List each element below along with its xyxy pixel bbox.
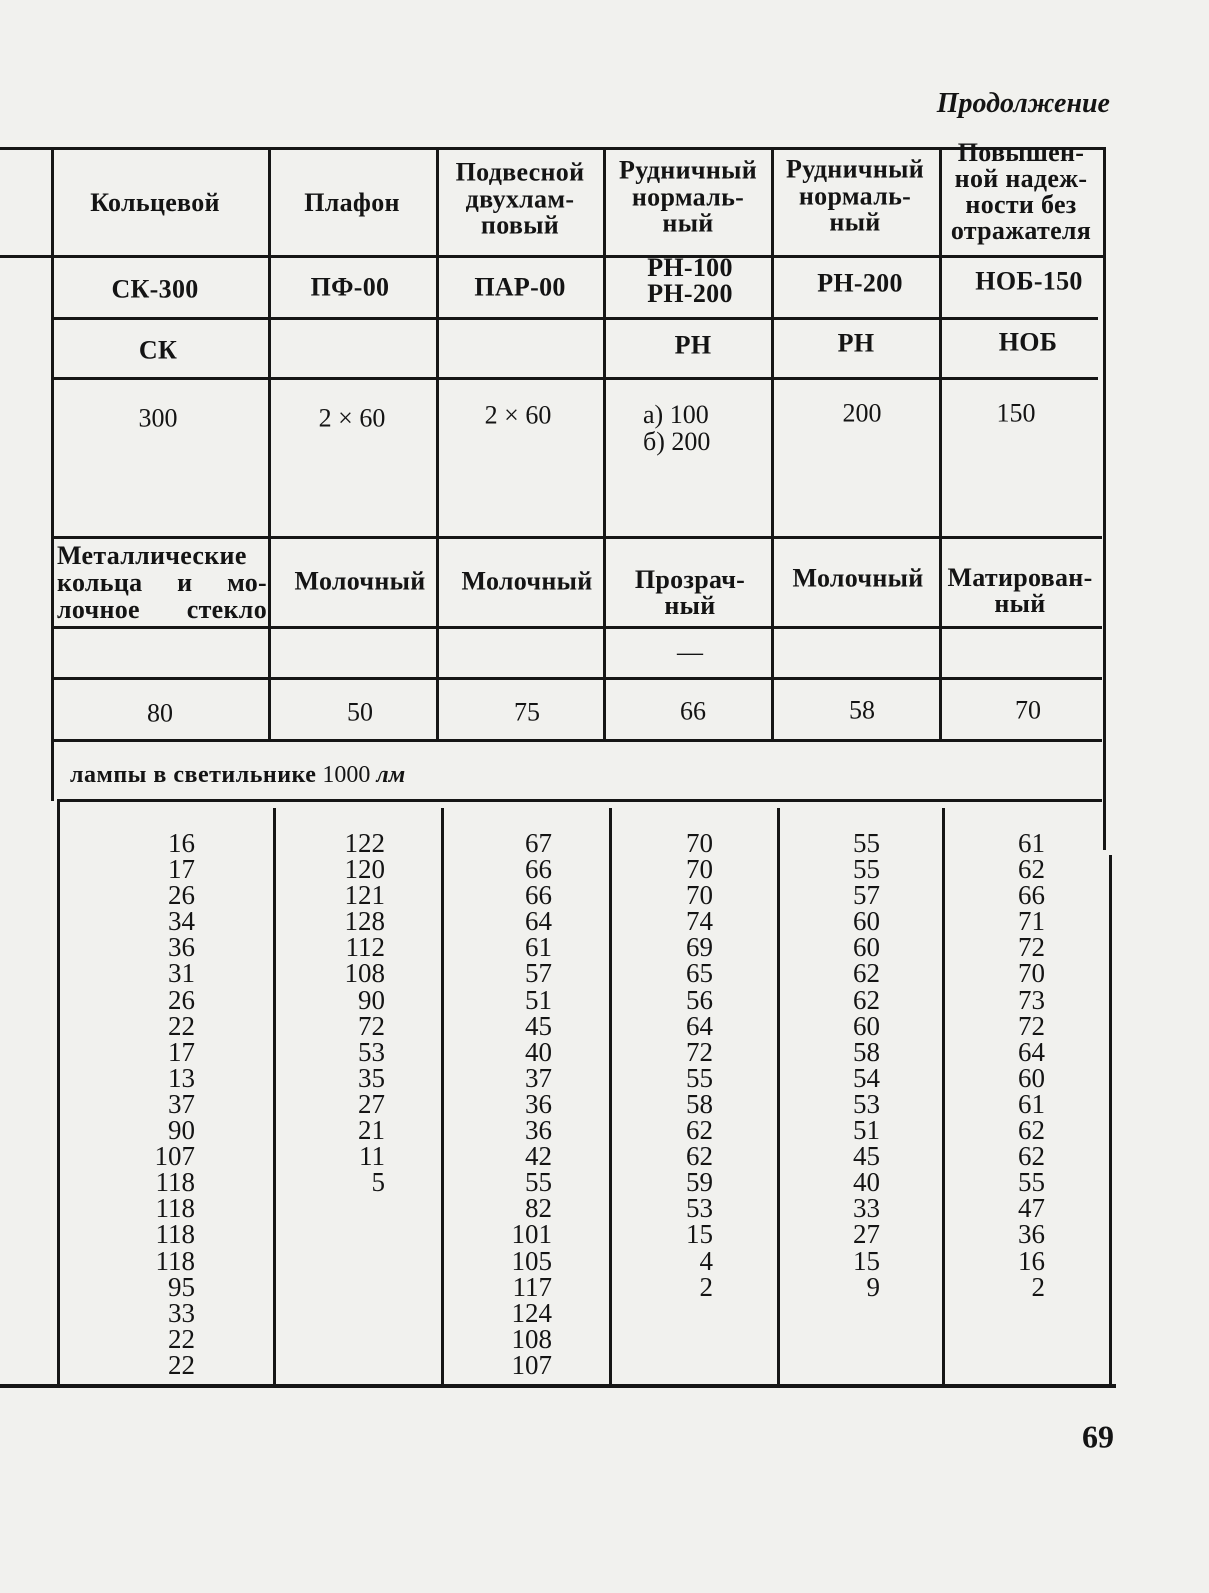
code-cell: РН	[837, 328, 875, 358]
column-divider	[942, 808, 945, 1385]
column-divider	[771, 147, 774, 740]
data-cell: 26	[168, 984, 195, 1015]
data-cell: 16	[168, 828, 195, 858]
code-cell: СК	[138, 335, 178, 365]
data-cell: 61	[525, 932, 552, 963]
data-cell: 5	[371, 1167, 385, 1198]
data-cell: 65	[686, 958, 713, 989]
data-cell: 64	[1018, 1036, 1045, 1067]
type-line: РН-100	[647, 253, 733, 282]
data-cell: 82	[525, 1193, 552, 1224]
glass-line: ный	[994, 589, 1046, 618]
power-cell: 200	[842, 398, 882, 428]
data-cell: 37	[168, 1088, 195, 1119]
data-cell: 90	[168, 1115, 195, 1146]
data-cell: 45	[525, 1010, 552, 1041]
data-cell: 62	[1018, 1141, 1045, 1172]
row-rule	[52, 626, 1102, 629]
header-line: повый	[480, 210, 560, 240]
glass-cell	[635, 567, 745, 619]
data-cell: 55	[525, 1167, 552, 1198]
data-cell: 72	[358, 1010, 385, 1041]
data-cell: 128	[344, 906, 385, 937]
data-cell: 36	[1018, 1219, 1045, 1250]
type-cell: НОБ-150	[975, 266, 1083, 296]
data-cell: 31	[168, 958, 195, 989]
header-line: ности без	[965, 190, 1077, 219]
column-divider	[939, 147, 942, 740]
data-cell: 58	[853, 1036, 880, 1067]
data-cell: 33	[168, 1297, 195, 1328]
data-cell: 66	[525, 854, 552, 885]
type-line: РН-200	[647, 279, 733, 308]
data-cell: 36	[525, 1088, 552, 1119]
lamp-flux-caption	[70, 760, 405, 790]
power-line: а) 100	[643, 400, 709, 429]
data-cell: 118	[155, 1193, 195, 1224]
data-cell: 60	[853, 1010, 880, 1041]
data-cell: 90	[358, 984, 385, 1015]
data-cell: 51	[525, 984, 552, 1015]
data-cell: 62	[1018, 854, 1045, 885]
header-mine-1	[619, 157, 757, 237]
data-cell: 2	[699, 1271, 713, 1302]
header-line: Повышен-	[957, 138, 1085, 167]
power-cell: 150	[996, 398, 1036, 428]
data-cell: 74	[686, 906, 713, 937]
data-cell: 71	[1018, 906, 1045, 937]
glass-cell: Молочный	[294, 566, 426, 596]
table-bottom-rule	[0, 1384, 1116, 1388]
glass-cell	[57, 542, 267, 623]
data-cell: 36	[168, 932, 195, 963]
data-cell: 15	[686, 1219, 713, 1250]
data-cell: 22	[168, 1349, 195, 1380]
data-cell: 72	[1018, 1010, 1045, 1041]
data-cell: 122	[344, 828, 385, 858]
power-cell: 2 × 60	[484, 400, 552, 430]
header-line: нормаль-	[798, 180, 912, 210]
data-cell: 118	[155, 1219, 195, 1250]
data-cell: 2	[1031, 1271, 1045, 1302]
data-cell: 69	[686, 932, 713, 963]
data-cell: 107	[154, 1141, 195, 1172]
data-cell: 67	[525, 828, 552, 858]
data-cell: 16	[1018, 1245, 1045, 1276]
data-cell: 61	[1018, 828, 1045, 858]
data-cell: 53	[358, 1036, 385, 1067]
data-cell: 9	[866, 1271, 880, 1302]
header-pendant	[456, 159, 585, 239]
column-divider	[777, 808, 780, 1385]
header-ceiling	[304, 187, 400, 217]
power-cell: 300	[138, 403, 178, 433]
column-divider	[436, 147, 439, 740]
data-cell: 70	[686, 854, 713, 885]
code-cell: РН	[674, 330, 712, 360]
data-cell: 55	[1018, 1167, 1045, 1198]
header-high-reliability	[951, 140, 1091, 244]
glass-line: ный	[664, 591, 716, 620]
header-line: Рудничный	[619, 155, 757, 185]
data-cell: 62	[686, 1141, 713, 1172]
data-column-6	[955, 830, 1045, 1300]
glass-cell	[947, 565, 1092, 617]
data-cell: 40	[853, 1167, 880, 1198]
data-cell: 26	[168, 880, 195, 911]
data-cell: 61	[1018, 1088, 1045, 1119]
data-cell: 42	[525, 1141, 552, 1172]
glass-line: лочное стекло	[57, 595, 267, 624]
data-cell: 105	[511, 1245, 552, 1276]
table-left-border	[57, 800, 60, 1388]
glass-line: Металлические	[57, 541, 247, 570]
type-cell	[647, 255, 733, 307]
header-line: Плафон	[304, 187, 400, 217]
efficiency-cell: 70	[1015, 695, 1041, 725]
data-cell: 57	[525, 958, 552, 989]
efficiency-cell: 66	[680, 696, 706, 726]
data-cell: 27	[853, 1219, 880, 1250]
data-cell: 36	[525, 1115, 552, 1146]
data-cell: 72	[1018, 932, 1045, 963]
data-cell: 95	[168, 1271, 195, 1302]
data-cell: 13	[168, 1062, 195, 1093]
data-cell: 60	[853, 906, 880, 937]
data-cell: 40	[525, 1036, 552, 1067]
data-cell: 112	[345, 932, 385, 963]
data-cell: 58	[686, 1088, 713, 1119]
data-cell: 70	[1018, 958, 1045, 989]
glass-cell: Молочный	[461, 566, 593, 596]
data-cell: 33	[853, 1193, 880, 1224]
data-cell: 53	[686, 1193, 713, 1224]
row-rule	[52, 536, 1102, 539]
data-cell: 55	[853, 854, 880, 885]
column-divider	[273, 808, 276, 1385]
glass-line: Матирован-	[947, 563, 1093, 592]
table-right-border	[1109, 855, 1112, 1388]
caption-unit: лм	[376, 762, 406, 788]
data-cell: 121	[344, 880, 385, 911]
type-cell: ПАР-00	[474, 272, 566, 302]
data-cell: 22	[168, 1323, 195, 1354]
glass-line: кольца и мо-	[57, 568, 267, 597]
header-line: ной надеж-	[954, 164, 1088, 193]
data-column-5	[790, 830, 880, 1300]
header-mine-2	[786, 156, 924, 236]
data-cell: 66	[525, 880, 552, 911]
data-column-2	[295, 828, 385, 1198]
data-cell: 54	[853, 1062, 880, 1093]
data-cell: 60	[853, 932, 880, 963]
efficiency-cell: 58	[849, 695, 875, 725]
power-cell	[643, 401, 710, 455]
data-column-1	[105, 830, 195, 1378]
glass-line: Прозрач-	[634, 565, 746, 594]
data-cell: 120	[344, 854, 385, 885]
data-cell: 62	[1018, 1115, 1045, 1146]
efficiency-cell: 75	[514, 697, 540, 727]
header-line: двухлам-	[465, 183, 575, 213]
data-cell: 55	[686, 1062, 713, 1093]
continuation-label: Продолжение	[936, 88, 1110, 119]
header-line: ный	[829, 207, 881, 237]
column-divider	[603, 147, 606, 740]
data-cell: 34	[168, 906, 195, 937]
data-cell: 60	[1018, 1062, 1045, 1093]
data-cell: 108	[511, 1323, 552, 1354]
column-divider	[441, 808, 444, 1385]
data-cell: 117	[512, 1271, 552, 1302]
header-line: Подвесной	[455, 157, 585, 187]
data-cell: 72	[686, 1036, 713, 1067]
header-line: ный	[662, 208, 714, 238]
data-cell: 73	[1018, 984, 1045, 1015]
efficiency-cell: 50	[347, 697, 373, 727]
data-cell: 15	[853, 1245, 880, 1276]
data-cell: 108	[344, 958, 385, 989]
header-line: отражателя	[950, 216, 1092, 245]
data-cell: 118	[155, 1245, 195, 1276]
data-cell: 45	[853, 1141, 880, 1172]
data-cell: 62	[853, 984, 880, 1015]
data-cell: 37	[525, 1062, 552, 1093]
data-cell: 64	[525, 906, 552, 937]
type-cell: РН-200	[817, 268, 903, 298]
data-cell: 56	[686, 984, 713, 1015]
data-cell: 51	[853, 1115, 880, 1146]
data-cell: 70	[686, 880, 713, 911]
data-cell: 17	[168, 1036, 195, 1067]
data-cell: 64	[686, 1010, 713, 1041]
data-cell: 101	[511, 1219, 552, 1250]
data-cell: 35	[358, 1062, 385, 1093]
header-line: Кольцевой	[90, 187, 220, 217]
type-cell: СК-300	[111, 274, 199, 304]
data-cell: 124	[511, 1297, 552, 1328]
data-column-3	[462, 830, 552, 1378]
data-cell: 17	[168, 854, 195, 885]
dash-cell: —	[677, 637, 703, 667]
power-cell: 2 × 60	[318, 403, 386, 433]
data-cell: 62	[853, 958, 880, 989]
data-cell: 62	[686, 1115, 713, 1146]
caption-label: лампы в светильнике	[70, 762, 317, 788]
data-cell: 66	[1018, 880, 1045, 911]
code-cell: НОБ	[998, 327, 1058, 357]
glass-cell: Молочный	[792, 563, 924, 593]
header-line: нормаль-	[631, 181, 745, 211]
efficiency-cell: 80	[147, 698, 173, 728]
data-cell: 11	[359, 1141, 385, 1172]
row-rule	[57, 799, 1102, 802]
data-cell: 4	[699, 1245, 713, 1276]
row-rule	[52, 677, 1102, 680]
caption-value: 1000	[322, 762, 371, 788]
data-cell: 21	[358, 1115, 385, 1146]
data-cell: 27	[358, 1088, 385, 1119]
data-cell: 53	[853, 1088, 880, 1119]
header-ring	[90, 187, 220, 217]
row-rule	[52, 739, 1102, 742]
header-line: Рудничный	[786, 154, 924, 184]
data-cell: 107	[511, 1349, 552, 1380]
data-cell: 47	[1018, 1193, 1045, 1224]
power-line: б) 200	[643, 427, 711, 456]
data-cell: 59	[686, 1167, 713, 1198]
type-cell: ПФ-00	[310, 272, 390, 302]
data-cell: 57	[853, 880, 880, 911]
data-cell: 118	[155, 1167, 195, 1198]
data-cell: 22	[168, 1010, 195, 1041]
table-right-border	[1103, 147, 1106, 850]
table-left-border	[51, 147, 54, 801]
column-divider	[268, 147, 271, 740]
data-cell: 70	[686, 828, 713, 858]
column-divider	[609, 808, 612, 1385]
page-number: 69	[1082, 1418, 1114, 1455]
data-cell: 55	[853, 828, 880, 858]
data-column-4	[623, 830, 713, 1300]
